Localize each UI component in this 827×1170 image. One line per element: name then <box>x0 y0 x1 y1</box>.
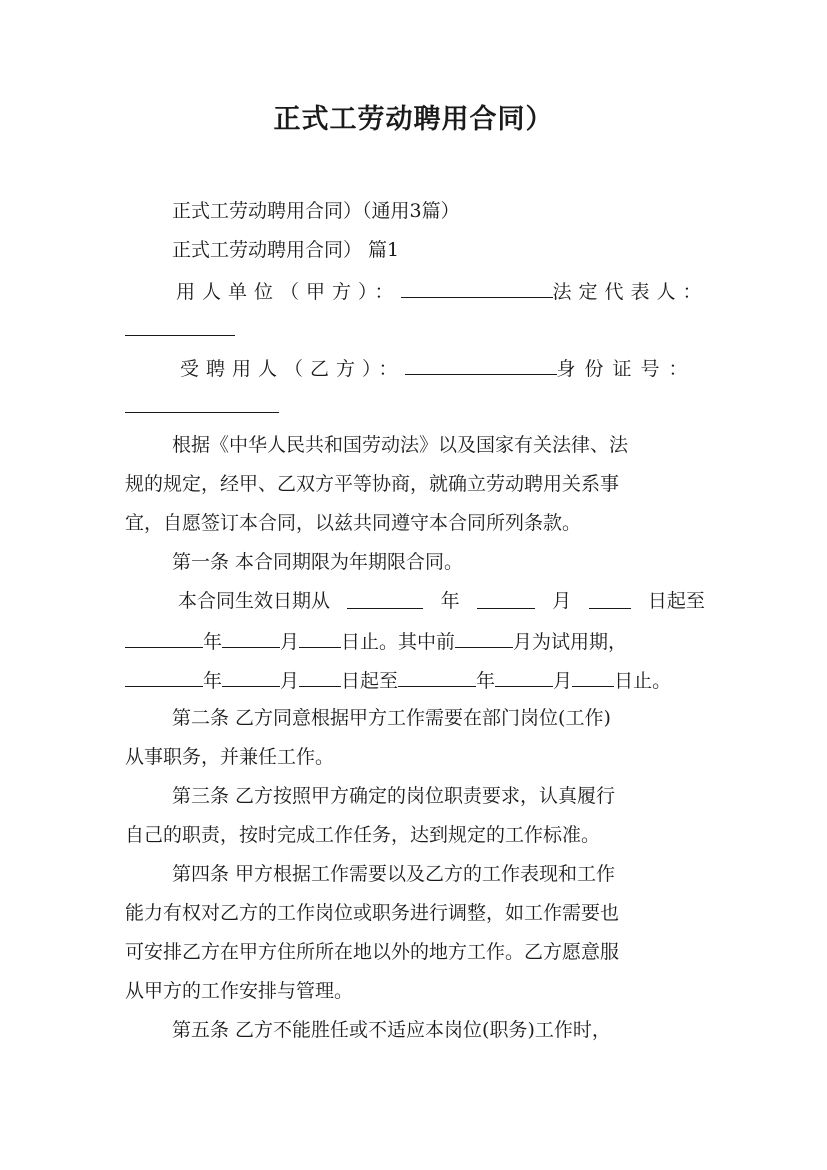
start-day-blank[interactable] <box>589 588 631 609</box>
intro-line-1: 根据《中华人民共和国劳动法》以及国家有关法律、法 <box>172 434 629 456</box>
end-month-blank[interactable] <box>222 627 280 648</box>
start-year-blank[interactable] <box>347 588 423 609</box>
probation-mid-text: 日止。其中前 <box>341 631 456 653</box>
article-4-line-4: 从甲方的工作安排与管理。 <box>125 980 354 1002</box>
document-title: 正式工劳动聘用合同） <box>273 104 554 135</box>
year-text: 年 <box>203 670 223 692</box>
employee-line <box>180 354 705 382</box>
year-text: 年 <box>440 590 460 612</box>
article-4-line-3: 可安排乙方在甲方住所所在地以外的地方工作。乙方愿意服 <box>125 941 620 963</box>
term-line-3 <box>125 666 725 694</box>
article-4-line-1: 第四条 甲方根据工作需要以及乙方的工作表现和工作 <box>172 863 616 885</box>
employer-blank[interactable] <box>401 277 553 298</box>
article-2-line-2: 从事职务，并兼任工作。 <box>125 746 335 768</box>
employee-label: 受聘用人（乙方）： <box>180 358 405 380</box>
month-text: 月 <box>553 670 573 692</box>
article-1: 第一条 本合同期限为年期限合同。 <box>172 551 464 573</box>
term-line-1 <box>178 588 705 614</box>
probation-end-year-blank[interactable] <box>398 666 476 687</box>
probation-start-day-blank[interactable] <box>299 666 341 687</box>
year-text: 年 <box>476 670 496 692</box>
term-start-label: 本合同生效日期从 <box>178 590 331 612</box>
end-year-blank[interactable] <box>125 627 203 648</box>
article-5-line-1: 第五条 乙方不能胜任或不适应本岗位(职务)工作时， <box>172 1019 611 1041</box>
article-2-line-1: 第二条 乙方同意根据甲方工作需要在部门岗位(工作) <box>172 707 611 729</box>
id-number-blank[interactable] <box>125 412 279 413</box>
start-month-blank[interactable] <box>477 588 535 609</box>
probation-label: 月为试用期， <box>513 631 628 653</box>
section-heading: 正式工劳动聘用合同） 篇1 <box>172 239 400 261</box>
year-text: 年 <box>203 631 223 653</box>
end-day-blank[interactable] <box>299 627 341 648</box>
legal-rep-label: 法定代表人： <box>552 281 709 303</box>
probation-end-day-blank[interactable] <box>572 666 614 687</box>
term-line-2 <box>125 627 705 655</box>
month-text: 月 <box>280 631 300 653</box>
legal-rep-blank[interactable] <box>125 335 235 336</box>
probation-start-year-blank[interactable] <box>125 666 203 687</box>
probation-months-blank[interactable] <box>455 627 513 648</box>
day-from-text: 日起至 <box>647 590 705 612</box>
employer-line <box>176 277 709 305</box>
intro-line-2: 规的规定，经甲、乙双方平等协商，就确立劳动聘用关系事 <box>125 473 620 495</box>
day-from-text: 日起至 <box>341 670 399 692</box>
employer-label: 用人单位（甲方）： <box>176 281 401 303</box>
article-3-line-1: 第三条 乙方按照甲方确定的岗位职责要求，认真履行 <box>172 785 616 807</box>
month-text: 月 <box>280 670 300 692</box>
intro-line-3: 宜，自愿签订本合同，以兹共同遵守本合同所列条款。 <box>125 512 582 534</box>
probation-end-month-blank[interactable] <box>495 666 553 687</box>
article-3-line-2: 自己的职责，按时完成工作任务，达到规定的工作标准。 <box>125 824 601 846</box>
subtitle: 正式工劳动聘用合同）（通用3篇） <box>172 200 460 222</box>
employee-blank[interactable] <box>405 354 557 375</box>
month-text: 月 <box>552 590 572 612</box>
day-end-text: 日止。 <box>614 670 672 692</box>
article-4-line-2: 能力有权对乙方的工作岗位或职务进行调整，如工作需要也 <box>125 902 620 924</box>
id-label: 身份证号： <box>556 358 697 380</box>
probation-start-month-blank[interactable] <box>222 666 280 687</box>
